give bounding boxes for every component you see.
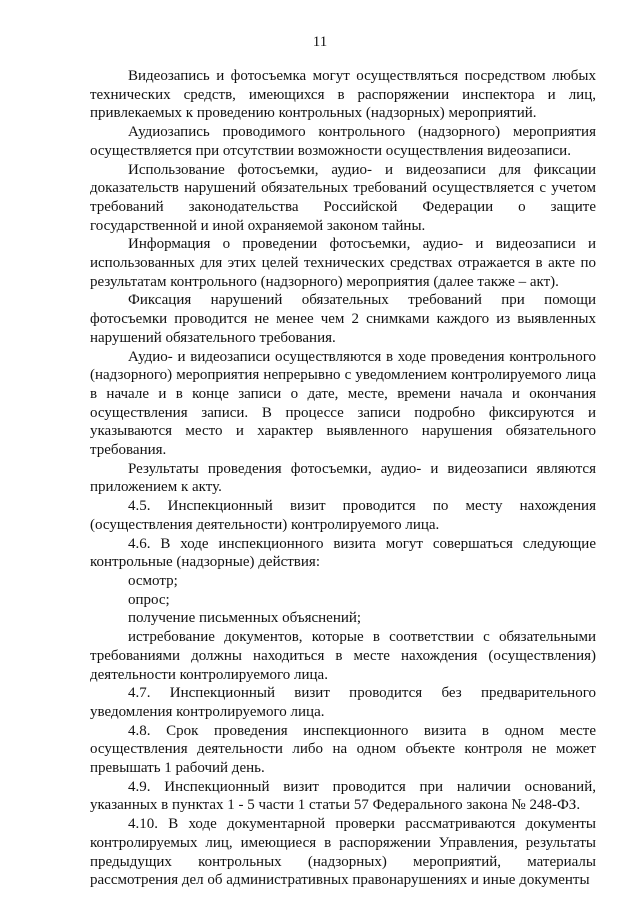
list-item: опрос; [128,591,170,608]
paragraph: Информация о проведении фотосъемки, аудио- и видеозаписи и использованных для этих целей технических средствах отражается в акте по результатам контрольного (надзорного) мероприятия (далее также – акт). [90,236,596,290]
paragraph: Результаты проведения фотосъемки, аудио- и видеозаписи являются приложением к акту. [90,460,596,496]
list-item: осмотр; [128,572,178,589]
paragraph: Аудио- и видеозаписи осуществляются в ходе проведения контрольного (надзорного) мероприятия непрерывно с уведомлением контролируемого лица в начале и в конце записи о дате, месте, времени начала и окончания осуществления записи. В процессе записи подробно фиксируются и указываются место и характер выявленного нарушения обязательного требования. [90,348,596,459]
paragraph: Использование фотосъемки, аудио- и видеозаписи для фиксации доказательств нарушений обязательных требований осуществляется с учетом требований законодательства Российской Федерации о защите государственной и иной охраняемой законом тайны. [90,161,596,234]
paragraph: Видеозапись и фотосъемка могут осуществляться посредством любых технических средств, имеющихся в распоряжении инспектора и лиц, привлекаемых к проведению контрольных (надзорных) мероприятий. [90,68,596,122]
paragraph: 4.5. Инспекционный визит проводится по месту нахождения (осуществления деятельности) контролируемого лица. [90,498,596,533]
paragraph: Аудиозапись проводимого контрольного (надзорного) мероприятия осуществляется при отсутствии возможности осуществления видеозаписи. [90,124,596,159]
paragraph: 4.9. Инспекционный визит проводится при наличии оснований, указанных в пунктах 1 - 5 части 1 статьи 57 Федерального закона № 248-ФЗ. [90,778,596,814]
paragraph: 4.7. Инспекционный визит проводится без предварительного уведомления контролируемого лица. [90,685,596,720]
list-item: получение письменных объяснений; [128,610,362,627]
paragraph: 4.8. Срок проведения инспекционного визита в одном месте осуществления деятельности либо на одном объекте контроля не может превышать 1 рабочий день. [90,722,596,777]
paragraph: Фиксация нарушений обязательных требований при помощи фотосъемки проводится не менее чем 2 снимками каждого из выявленных нарушений обязательного требования. [90,292,596,346]
paragraph: 4.10. В ходе документарной проверки рассматриваются документы контролируемых лиц, имеющиеся в распоряжении Управления, результаты предыдущих контрольных (надзорных) мероприятий, материалы рассмотрения дел об административных правонарушениях и иные документы [90,816,596,889]
paragraph: 4.6. В ходе инспекционного визита могут совершаться следующие контрольные (надзорные) действия: [90,535,596,571]
document-body [90,67,596,890]
page-number: 11 [312,34,328,50]
list-item: истребование документов, которые в соответствии с обязательными требованиями должны находиться в месте нахождения (осуществления) деятельности контролируемого лица. [90,629,596,683]
